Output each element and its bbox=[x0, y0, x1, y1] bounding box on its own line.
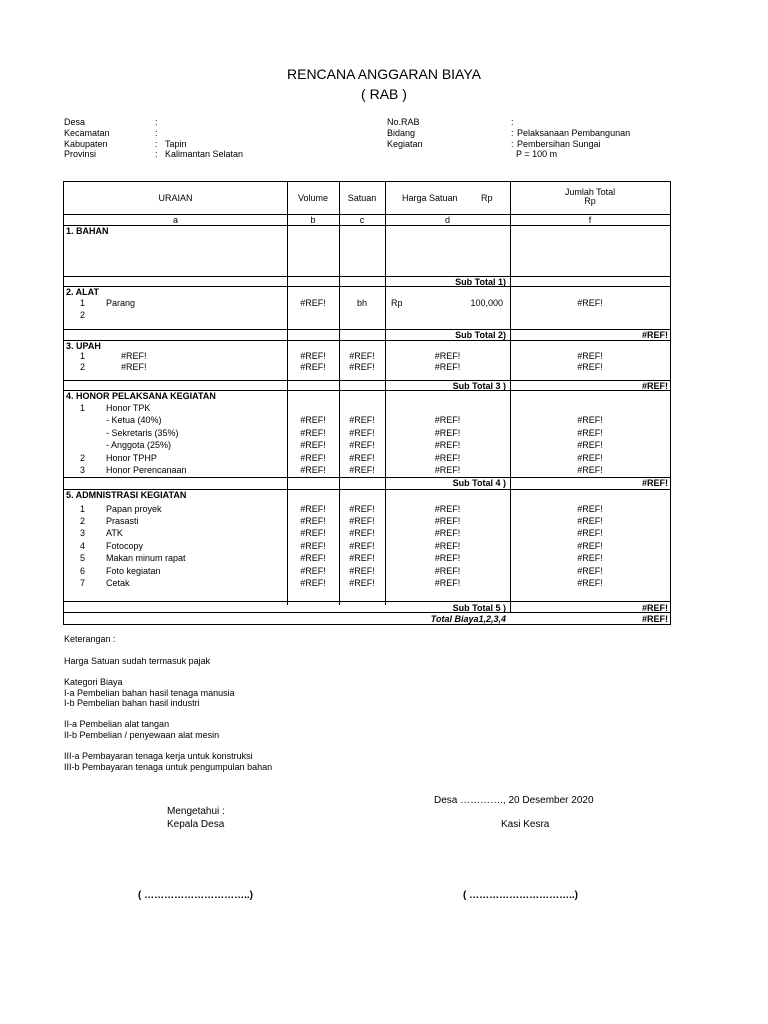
meta-value-kabupaten: Tapin bbox=[165, 138, 187, 149]
admin-row-sat: #REF! bbox=[349, 504, 375, 514]
upah-row-vol: #REF! bbox=[300, 351, 326, 361]
alat-row-harga: 100,000 bbox=[470, 298, 503, 308]
admin-row-vol: #REF! bbox=[300, 504, 326, 514]
meta-value-panjang: P = 100 m bbox=[516, 149, 558, 160]
alat-row-no: 1 bbox=[80, 298, 86, 308]
admin-row-no: 1 bbox=[80, 504, 86, 514]
admin-row-harga: #REF! bbox=[434, 516, 461, 526]
honor-row-sat: #REF! bbox=[349, 465, 375, 475]
subtotal-4-value: #REF! bbox=[641, 478, 668, 488]
letter-d: d bbox=[444, 215, 450, 225]
section-upah: 3. UPAH bbox=[66, 341, 101, 351]
meta-right: No.RAB : Bidang : Pelaksanaan Pembangunan Kegiatan : Pembersihan Sungai P = 100 m bbox=[387, 117, 631, 160]
admin-row-vol: #REF! bbox=[300, 528, 326, 538]
meta-label-provinsi: Provinsi bbox=[64, 149, 97, 160]
honor-row-harga: #REF! bbox=[434, 415, 461, 425]
notes-heading: Keterangan : bbox=[64, 634, 116, 644]
alat-row-no: 2 bbox=[80, 310, 86, 320]
admin-row-vol: #REF! bbox=[300, 578, 326, 588]
admin-row-harga: #REF! bbox=[434, 541, 461, 551]
admin-row-no: 5 bbox=[80, 553, 86, 563]
honor-row-harga: #REF! bbox=[434, 453, 461, 463]
admin-row-no: 7 bbox=[80, 578, 86, 588]
honor-row-total: #REF! bbox=[577, 415, 603, 425]
header-jumlah-total: Jumlah Total bbox=[564, 187, 616, 197]
meta-value-bidang: Pelaksanaan Pembangunan bbox=[517, 127, 631, 138]
signature-left-name: ( …………………………..) bbox=[138, 890, 253, 901]
admin-row-sat: #REF! bbox=[349, 578, 375, 588]
rab-table bbox=[63, 181, 671, 625]
admin-row-total: #REF! bbox=[577, 516, 603, 526]
honor-row-sat: #REF! bbox=[349, 428, 375, 438]
subtotal-2-label: Sub Total 2) bbox=[455, 330, 506, 340]
admin-row-no: 6 bbox=[80, 566, 86, 576]
meta-label-bidang: Bidang bbox=[387, 127, 416, 138]
notes-kategori: Kategori Biaya bbox=[64, 677, 123, 687]
letter-b: b bbox=[310, 215, 316, 225]
subtotal-3-label: Sub Total 3 ) bbox=[452, 381, 506, 391]
header-satuan: Satuan bbox=[347, 193, 377, 203]
admin-row-total: #REF! bbox=[577, 528, 603, 538]
letter-a: a bbox=[172, 215, 178, 225]
upah-row-name: #REF! bbox=[121, 351, 147, 361]
upah-row-total: #REF! bbox=[577, 351, 603, 361]
admin-row-sat: #REF! bbox=[349, 541, 375, 551]
notes-pajak: Harga Satuan sudah termasuk pajak bbox=[64, 656, 211, 666]
header-uraian: URAIAN bbox=[158, 193, 193, 203]
notes-line: II-a Pembelian alat tangan bbox=[64, 719, 170, 729]
admin-row-total: #REF! bbox=[577, 566, 603, 576]
admin-row-name: Makan minum rapat bbox=[106, 553, 186, 563]
meta-left: Desa : Kecamatan : Kabupaten : Tapin Provinsi : Kalimantan Selatan bbox=[64, 117, 244, 160]
header-volume: Volume bbox=[297, 193, 329, 203]
header-jumlah-rp: Rp bbox=[584, 196, 596, 206]
header-harga-satuan: Harga Satuan bbox=[402, 193, 458, 203]
admin-row-harga: #REF! bbox=[434, 553, 461, 563]
admin-row-vol: #REF! bbox=[300, 553, 326, 563]
admin-row-name: Prasasti bbox=[106, 516, 139, 526]
admin-row-harga: #REF! bbox=[434, 578, 461, 588]
admin-row-total: #REF! bbox=[577, 553, 603, 563]
honor-row-no: 2 bbox=[80, 453, 86, 463]
honor-row-total: #REF! bbox=[577, 453, 603, 463]
admin-row-name: Fotocopy bbox=[106, 541, 144, 551]
admin-row-name: Foto kegiatan bbox=[106, 566, 161, 576]
honor-row-harga: #REF! bbox=[434, 440, 461, 450]
notes-line: II-b Pembelian / penyewaan alat mesin bbox=[64, 730, 220, 740]
notes-block bbox=[64, 634, 464, 784]
admin-row-vol: #REF! bbox=[300, 541, 326, 551]
alat-row-vol: #REF! bbox=[300, 298, 326, 308]
upah-row-total: #REF! bbox=[577, 362, 603, 372]
meta-label-kecamatan: Kecamatan bbox=[64, 127, 110, 138]
admin-row-sat: #REF! bbox=[349, 553, 375, 563]
honor-row-vol: #REF! bbox=[300, 453, 326, 463]
admin-row-sat: #REF! bbox=[349, 528, 375, 538]
upah-row-no: 2 bbox=[80, 362, 86, 372]
admin-row-total: #REF! bbox=[577, 578, 603, 588]
section-bahan: 1. BAHAN bbox=[66, 226, 109, 236]
admin-row-sat: #REF! bbox=[349, 516, 375, 526]
honor-row-vol: #REF! bbox=[300, 440, 326, 450]
admin-row-vol: #REF! bbox=[300, 566, 326, 576]
admin-row-name: ATK bbox=[106, 528, 123, 538]
upah-row-sat: #REF! bbox=[349, 362, 375, 372]
honor-row-vol: #REF! bbox=[300, 465, 326, 475]
notes-line: I-a Pembelian bahan hasil tenaga manusia bbox=[64, 688, 235, 698]
signature-place-date: Desa …………., 20 Desember 2020 bbox=[434, 795, 594, 806]
honor-row-name: - Sekretaris (35%) bbox=[106, 428, 179, 438]
subtotal-5-value: #REF! bbox=[641, 603, 668, 613]
admin-row-no: 2 bbox=[80, 516, 86, 526]
honor-row-harga: #REF! bbox=[434, 428, 461, 438]
total-biaya-label: Total Biaya1,2,3,4 bbox=[430, 614, 506, 624]
admin-row-total: #REF! bbox=[577, 504, 603, 514]
section-admin: 5. ADMNISTRASI KEGIATAN bbox=[66, 490, 187, 500]
total-biaya-value: #REF! bbox=[641, 614, 668, 624]
alat-row-rp: Rp bbox=[391, 298, 403, 308]
honor-row-name: - Ketua (40%) bbox=[106, 415, 162, 425]
signature-right-role: Kasi Kesra bbox=[501, 819, 550, 830]
subtotal-2-value: #REF! bbox=[641, 330, 668, 340]
subtotal-3-value: #REF! bbox=[641, 381, 668, 391]
admin-row-name: Papan proyek bbox=[106, 504, 162, 514]
meta-value-kegiatan: Pembersihan Sungai bbox=[517, 138, 601, 149]
meta-label-desa: Desa bbox=[64, 117, 86, 127]
letter-c: c bbox=[359, 215, 365, 225]
upah-row-sat: #REF! bbox=[349, 351, 375, 361]
upah-row-harga: #REF! bbox=[434, 351, 461, 361]
subtotal-5-label: Sub Total 5 ) bbox=[452, 603, 506, 613]
subtotal-1-label: Sub Total 1) bbox=[455, 277, 506, 287]
signature-left-role2: Kepala Desa bbox=[167, 819, 225, 830]
upah-row-harga: #REF! bbox=[434, 362, 461, 372]
admin-row-no: 4 bbox=[80, 541, 86, 551]
admin-row-harga: #REF! bbox=[434, 566, 461, 576]
honor-row-sat: #REF! bbox=[349, 453, 375, 463]
upah-row-no: 1 bbox=[80, 351, 86, 361]
admin-row-no: 3 bbox=[80, 528, 86, 538]
notes-line: III-b Pembayaran tenaga untuk pengumpulan bahan bbox=[64, 762, 273, 772]
honor-row-name: - Anggota (25%) bbox=[106, 440, 172, 450]
upah-row-name: #REF! bbox=[121, 362, 147, 372]
honor-row-total: #REF! bbox=[577, 440, 603, 450]
signature-right-name: ( …………………………..) bbox=[463, 890, 578, 901]
section-honor: 4. HONOR PELAKSANA KEGIATAN bbox=[66, 391, 216, 401]
admin-row-sat: #REF! bbox=[349, 566, 375, 576]
alat-row-sat: bh bbox=[356, 298, 367, 308]
honor-row-name: Honor TPHP bbox=[106, 453, 157, 463]
honor-row-vol: #REF! bbox=[300, 415, 326, 425]
honor-row-name: Honor TPK bbox=[106, 403, 151, 413]
admin-row-name: Cetak bbox=[106, 578, 130, 588]
meta-label-kegiatan: Kegiatan bbox=[387, 138, 423, 149]
honor-row-total: #REF! bbox=[577, 428, 603, 438]
section-alat: 2. ALAT bbox=[66, 287, 99, 297]
honor-row-no: 1 bbox=[80, 403, 86, 413]
honor-row-no: 3 bbox=[80, 465, 86, 475]
letter-f: f bbox=[588, 215, 592, 225]
honor-row-name: Honor Perencanaan bbox=[106, 465, 187, 475]
notes-line: III-a Pembayaran tenaga kerja untuk konstruksi bbox=[64, 751, 253, 761]
document-title: RENCANA ANGGARAN BIAYA bbox=[287, 66, 481, 82]
subtotal-4-label: Sub Total 4 ) bbox=[452, 478, 506, 488]
document-subtitle: ( RAB ) bbox=[361, 86, 407, 102]
notes-line: I-b Pembelian bahan hasil industri bbox=[64, 698, 200, 708]
honor-row-total: #REF! bbox=[577, 465, 603, 475]
meta-label-kabupaten: Kabupaten bbox=[64, 138, 108, 149]
alat-row-total: #REF! bbox=[577, 298, 603, 308]
admin-row-vol: #REF! bbox=[300, 516, 326, 526]
alat-row-name: Parang bbox=[106, 298, 136, 308]
header-harga-rp: Rp bbox=[481, 193, 493, 203]
meta-label-norab: No.RAB bbox=[387, 117, 420, 127]
honor-row-vol: #REF! bbox=[300, 428, 326, 438]
honor-row-sat: #REF! bbox=[349, 440, 375, 450]
admin-row-total: #REF! bbox=[577, 541, 603, 551]
meta-value-provinsi: Kalimantan Selatan bbox=[165, 149, 244, 160]
honor-row-harga: #REF! bbox=[434, 465, 461, 475]
admin-row-harga: #REF! bbox=[434, 528, 461, 538]
signature-left-role1: Mengetahui : bbox=[167, 806, 225, 817]
admin-row-harga: #REF! bbox=[434, 504, 461, 514]
honor-row-sat: #REF! bbox=[349, 415, 375, 425]
upah-row-vol: #REF! bbox=[300, 362, 326, 372]
